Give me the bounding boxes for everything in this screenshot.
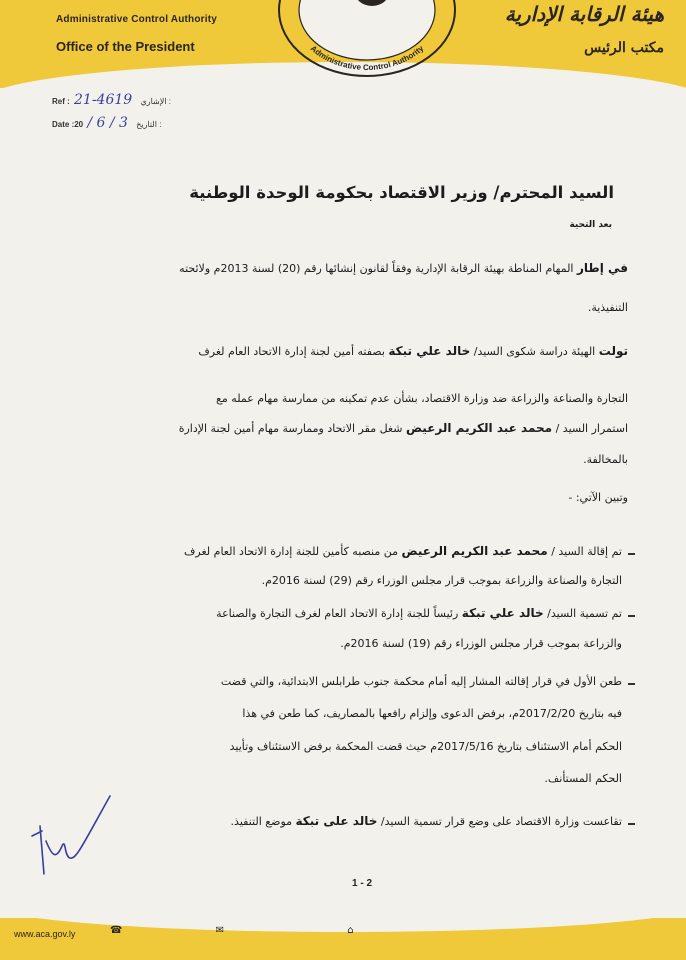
paragraph-2-text-b: بصفته أمين لجنة إدارة الاتحاد العام لغرف bbox=[198, 345, 385, 358]
bullet-3-dash bbox=[628, 683, 635, 685]
paragraph-2-line-3-a: استمرار السيد / bbox=[555, 422, 628, 435]
bullet-1-name: محمد عبد الكريم الرعيض bbox=[401, 544, 548, 558]
bullet-1-dash bbox=[628, 553, 635, 555]
paragraph-2-line-1 bbox=[48, 344, 628, 359]
bullet-3-line-2: فيه بتاريخ 2017/2/20م، برفض الدعوى وإلزام رافعها بالمصاريف، كما طعن في هذا bbox=[242, 707, 622, 720]
signature-mark bbox=[22, 786, 112, 876]
date-label-ar: التاريخ : bbox=[136, 120, 162, 129]
letterhead-arabic bbox=[505, 2, 664, 56]
paragraph-2-line-4: بالمخالفة. bbox=[583, 453, 628, 466]
paragraph-1-line-1 bbox=[48, 261, 628, 276]
page-number: 1 - 2 bbox=[352, 878, 373, 889]
paragraph-2-lead: تولت bbox=[598, 344, 628, 358]
bullet-1-text-a: تم إقالة السيد / bbox=[551, 545, 622, 558]
bullet-4-text-b: موضع التنفيذ. bbox=[230, 815, 293, 828]
location-icon: ⌂ bbox=[347, 925, 354, 936]
date-line bbox=[52, 115, 161, 131]
bullet-3-line-3: الحكم أمام الاستئناف بتاريخ 2017/5/16م حيث قضت المحكمة برفض الاستئناف وتأييد bbox=[229, 740, 622, 753]
bullet-1-line-1 bbox=[22, 544, 622, 559]
office-name-en: Office of the President bbox=[56, 39, 195, 54]
paragraph-1-line-2: التنفيذية. bbox=[587, 301, 628, 314]
emblem-text: Administrative Control Authority bbox=[308, 43, 426, 73]
footer-website: www.aca.gov.ly bbox=[14, 929, 76, 939]
authority-emblem bbox=[262, 0, 472, 80]
ref-label: Ref : bbox=[52, 97, 70, 106]
office-name-ar: مكتب الرئيس bbox=[584, 40, 664, 56]
bullet-2-name: خالد علي تبكة bbox=[461, 606, 544, 620]
bullet-3-line-4: الحكم المستأنف. bbox=[544, 772, 622, 785]
footer-contact-icons bbox=[110, 925, 354, 936]
findings-lead: وتبين الآتي: - bbox=[568, 491, 628, 504]
paragraph-2-line-3 bbox=[28, 421, 628, 436]
letter-title: السيد المحترم/ وزير الاقتصاد بحكومة الوحدة الوطنية bbox=[189, 183, 614, 202]
letterhead-english bbox=[56, 14, 217, 54]
paragraph-1-lead: في إطار bbox=[576, 261, 628, 275]
bullet-2-text-a: تم تسمية السيد/ bbox=[547, 607, 622, 620]
salutation: بعد التحية bbox=[569, 220, 612, 230]
complainant-name: خالد علي تبكة bbox=[388, 344, 471, 358]
ref-label-ar: الإشاري : bbox=[140, 97, 171, 106]
bullet-4-line-1 bbox=[22, 814, 622, 829]
bullet-2-line-1 bbox=[22, 606, 622, 621]
bullet-1-text-b: من منصبه كأمين للجنة إدارة الاتحاد العام لغرف bbox=[184, 545, 399, 558]
bullet-4-text-a: تقاعست وزارة الاقتصاد على وضع قرار تسمية السيد/ bbox=[380, 815, 622, 828]
date-value: / 6 / 3 bbox=[87, 115, 128, 131]
bullet-1-line-2: التجارة والصناعة والزراعة بموجب قرار مجلس الوزراء رقم (29) لسنة 2016م. bbox=[261, 574, 622, 587]
bullet-2-dash bbox=[628, 615, 635, 617]
date-label: Date :20 bbox=[52, 120, 84, 129]
mail-icon: ✉ bbox=[215, 925, 225, 936]
bullet-4-dash bbox=[628, 823, 635, 825]
bullet-2-text-b: رئيساً للجنة إدارة الاتحاد العام لغرف التجارة والصناعة bbox=[216, 607, 459, 620]
agency-name-ar: هيئة الرقابة الإدارية bbox=[504, 2, 664, 26]
agency-name-en: Administrative Control Authority bbox=[56, 14, 218, 25]
paragraph-2-line-3-b: شغل مقر الاتحاد وممارسة مهام أمين لجنة الإدارة bbox=[178, 422, 403, 435]
bullet-2-line-2: والزراعة بموجب قرار مجلس الوزراء رقم (19) لسنة 2016م. bbox=[340, 637, 622, 650]
paragraph-2-text-a: الهيئة دراسة شكوى السيد/ bbox=[473, 345, 596, 358]
ref-value: 21-4619 bbox=[74, 92, 133, 108]
reference-line bbox=[52, 92, 171, 108]
bullet-3-line-1: طعن الأول في قرار إقالته المشار إليه أمام محكمة جنوب طرابلس الابتدائية، والتي قضت bbox=[220, 675, 622, 688]
bullet-4-name: خالد على تبكة bbox=[295, 814, 378, 828]
paragraph-2-line-2: التجارة والصناعة والزراعة ضد وزارة الاقتصاد، بشأن عدم تمكينه من ممارسة مهام عمله مع bbox=[216, 392, 628, 405]
paragraph-1-text: المهام المناطة بهيئة الرقابة الإدارية وفقاً لقانون إنشائها رقم (20) لسنة 2013م ولائحته bbox=[179, 262, 574, 275]
respondent-name: محمد عبد الكريم الرعيض bbox=[405, 421, 553, 435]
phone-icon: ☎ bbox=[110, 925, 123, 936]
